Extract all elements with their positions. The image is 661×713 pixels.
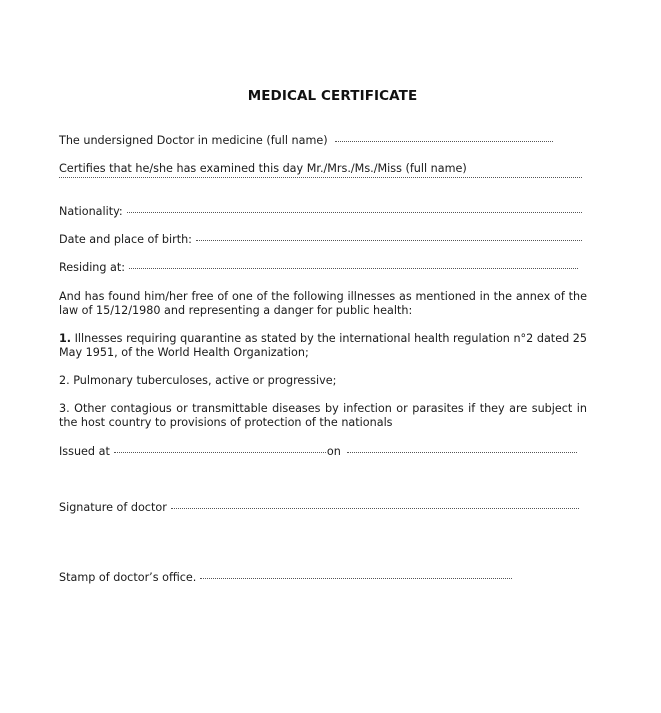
stamp-field[interactable] (200, 577, 512, 579)
issued-at-label: Issued at (59, 445, 110, 458)
patient-name-row (59, 178, 582, 180)
doctor-name-label: The undersigned Doctor in medicine (full name) (59, 134, 332, 147)
illness-item-1 (59, 332, 587, 360)
stamp-row (59, 571, 512, 585)
illness-text: Other contagious or transmittable diseases by infection or parasites if they are subject in the host country to provisions of protection of the nationals (59, 402, 587, 429)
nationality-field[interactable] (127, 211, 582, 213)
illness-number: 2. (59, 374, 70, 387)
statement-paragraph: And has found him/her free of one of the following illnesses as mentioned in the annex of the law of 15/12/1980 and representing a danger for public health: (59, 290, 587, 317)
illness-item-2 (59, 374, 587, 388)
illness-number: 3. (59, 402, 70, 415)
residence-field[interactable] (129, 267, 578, 269)
signature-field[interactable] (171, 507, 579, 509)
issued-row (59, 445, 577, 459)
illness-text: Pulmonary tuberculoses, active or progressive; (69, 374, 337, 387)
birth-label: Date and place of birth: (59, 233, 192, 246)
issued-place-field[interactable] (114, 451, 326, 453)
patient-intro-label: Certifies that he/she has examined this day Mr./Mrs./Ms./Miss (full name) (59, 162, 467, 175)
nationality-label: Nationality: (59, 205, 123, 218)
issued-on-label: on (326, 445, 341, 458)
birth-row (59, 233, 582, 247)
birth-field[interactable] (196, 239, 582, 241)
nationality-row (59, 205, 582, 219)
signature-row (59, 501, 579, 515)
residence-row (59, 261, 578, 275)
illness-text: Illnesses requiring quarantine as stated by the international health regulation n°2 dated 25 May 1951, of the World Health Organization; (59, 332, 587, 359)
signature-label: Signature of doctor (59, 501, 167, 514)
issued-date-field[interactable] (347, 451, 577, 453)
doctor-name-row (59, 134, 553, 148)
patient-name-field[interactable] (59, 176, 582, 178)
stamp-label: Stamp of doctor’s office. (59, 571, 197, 584)
illness-number: 1. (59, 332, 72, 345)
patient-intro-row (59, 162, 467, 176)
illness-item-3 (59, 402, 587, 430)
residence-label: Residing at: (59, 261, 126, 274)
document-title: MEDICAL CERTIFICATE (247, 88, 418, 104)
doctor-name-field[interactable] (335, 140, 553, 142)
